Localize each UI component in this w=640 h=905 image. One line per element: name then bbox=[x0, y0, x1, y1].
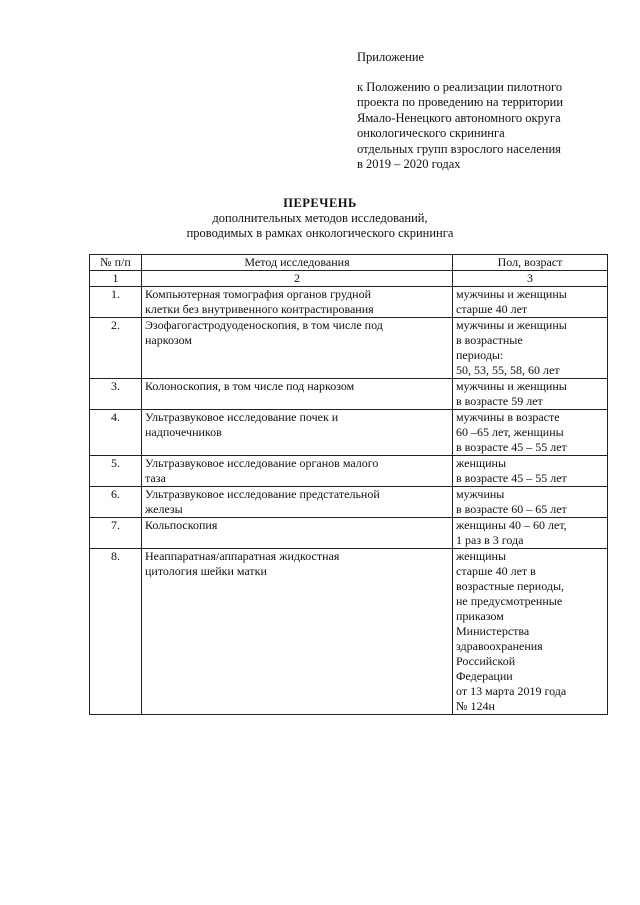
method-text-line: клетки без внутривенного контрастирования bbox=[145, 302, 374, 316]
method-text-line: Неаппаратная/аппаратная жидкостная bbox=[145, 549, 340, 563]
column-number: 3 bbox=[453, 271, 608, 287]
method-text-line: Компьютерная томография органов грудной bbox=[145, 287, 372, 301]
group-text-line: не предусмотренные bbox=[456, 594, 563, 608]
document-subtitle-line2: проводимых в рамках онкологического скрининга bbox=[186, 226, 454, 240]
table-row bbox=[90, 318, 608, 379]
group-text-line: периоды: bbox=[456, 348, 504, 362]
group-text-line: мужчины bbox=[456, 487, 505, 501]
group-text-line: мужчины в возрасте bbox=[456, 410, 560, 424]
header-group: Пол, возраст bbox=[453, 255, 608, 271]
row-group bbox=[453, 318, 608, 379]
table-header-row bbox=[90, 255, 608, 271]
table-row bbox=[90, 487, 608, 518]
group-text-line: здравоохранения bbox=[456, 639, 543, 653]
row-number: 5. bbox=[90, 456, 142, 487]
row-method bbox=[142, 410, 453, 456]
method-text-line: Ультразвуковое исследование почек и bbox=[145, 410, 339, 424]
header-method: Метод исследования bbox=[142, 255, 453, 271]
group-text-line: женщины 40 – 60 лет, bbox=[456, 518, 567, 532]
appendix-note bbox=[357, 50, 607, 173]
column-number-row bbox=[90, 271, 608, 287]
method-text-line: таза bbox=[145, 471, 166, 485]
table-row bbox=[90, 410, 608, 456]
document-title: ПЕРЕЧЕНЬ bbox=[283, 196, 357, 210]
appendix-line: отдельных групп взрослого населения bbox=[357, 141, 561, 156]
row-number: 1. bbox=[90, 287, 142, 318]
row-group bbox=[453, 287, 608, 318]
appendix-title: Приложение bbox=[357, 50, 425, 64]
group-text-line: в возрасте 45 – 55 лет bbox=[456, 440, 567, 454]
row-method bbox=[142, 487, 453, 518]
row-group bbox=[453, 456, 608, 487]
group-text-line: женщины bbox=[456, 549, 507, 563]
group-text-line: мужчины и женщины bbox=[456, 379, 567, 393]
group-text-line: возрастные периоды, bbox=[456, 579, 565, 593]
method-text-line: надпочечников bbox=[145, 425, 222, 439]
method-text-line: Ультразвуковое исследование органов малого bbox=[145, 456, 379, 470]
column-number: 1 bbox=[90, 271, 142, 287]
group-text-line: женщины bbox=[456, 456, 507, 470]
table-body bbox=[90, 287, 608, 715]
row-number: 2. bbox=[90, 318, 142, 379]
row-method bbox=[142, 456, 453, 487]
header-number: № п/п bbox=[90, 255, 142, 271]
row-group bbox=[453, 379, 608, 410]
appendix-line: в 2019 – 2020 годах bbox=[357, 157, 461, 171]
method-text-line: наркозом bbox=[145, 333, 193, 347]
appendix-line: онкологического скрининга bbox=[357, 126, 505, 140]
row-number: 6. bbox=[90, 487, 142, 518]
row-method bbox=[142, 287, 453, 318]
method-text-line: Эзофагогастродуоденоскопия, в том числе под bbox=[145, 318, 383, 332]
group-text-line: в возрасте 59 лет bbox=[456, 394, 543, 408]
row-method bbox=[142, 318, 453, 379]
row-group bbox=[453, 410, 608, 456]
column-number: 2 bbox=[142, 271, 453, 287]
row-number: 8. bbox=[90, 549, 142, 715]
group-text-line: Министерства bbox=[456, 624, 530, 638]
method-text-line: цитология шейки матки bbox=[145, 564, 267, 578]
row-group bbox=[453, 487, 608, 518]
appendix-line: к Положению о реализации пилотного bbox=[357, 79, 563, 94]
group-text-line: в возрасте 45 – 55 лет bbox=[456, 471, 567, 485]
group-text-line: мужчины и женщины bbox=[456, 287, 567, 301]
table-row bbox=[90, 549, 608, 715]
group-text-line: 50, 53, 55, 58, 60 лет bbox=[456, 363, 560, 377]
row-method bbox=[142, 518, 453, 549]
row-number: 3. bbox=[90, 379, 142, 410]
group-text-line: Федерации bbox=[456, 669, 513, 683]
row-method bbox=[142, 379, 453, 410]
row-group bbox=[453, 518, 608, 549]
method-text-line: Колоноскопия, в том числе под наркозом bbox=[145, 379, 355, 393]
appendix-line: проекта по проведению на территории bbox=[357, 95, 564, 109]
group-text-line: 60 –65 лет, женщины bbox=[456, 425, 564, 439]
row-number: 7. bbox=[90, 518, 142, 549]
row-number: 4. bbox=[90, 410, 142, 456]
table-row bbox=[90, 287, 608, 318]
document-heading bbox=[0, 196, 640, 241]
group-text-line: в возрастные bbox=[456, 333, 523, 347]
group-text-line: 1 раз в 3 года bbox=[456, 533, 524, 547]
row-group bbox=[453, 549, 608, 715]
group-text-line: от 13 марта 2019 года bbox=[456, 684, 567, 698]
table-row bbox=[90, 456, 608, 487]
group-text-line: мужчины и женщины bbox=[456, 318, 567, 332]
row-method bbox=[142, 549, 453, 715]
document-subtitle-line1: дополнительных методов исследований, bbox=[212, 211, 428, 225]
table-row bbox=[90, 518, 608, 549]
method-text-line: Кольпоскопия bbox=[145, 518, 218, 532]
table-row bbox=[90, 379, 608, 410]
method-text-line: железы bbox=[145, 502, 183, 516]
methods-table bbox=[89, 254, 608, 715]
group-text-line: № 124н bbox=[456, 699, 495, 713]
group-text-line: Российской bbox=[456, 654, 516, 668]
group-text-line: старше 40 лет в bbox=[456, 564, 536, 578]
group-text-line: старше 40 лет bbox=[456, 302, 528, 316]
group-text-line: в возрасте 60 – 65 лет bbox=[456, 502, 567, 516]
method-text-line: Ультразвуковое исследование предстательной bbox=[145, 487, 380, 501]
appendix-line: Ямало-Ненецкого автономного округа bbox=[357, 110, 561, 125]
group-text-line: приказом bbox=[456, 609, 504, 623]
